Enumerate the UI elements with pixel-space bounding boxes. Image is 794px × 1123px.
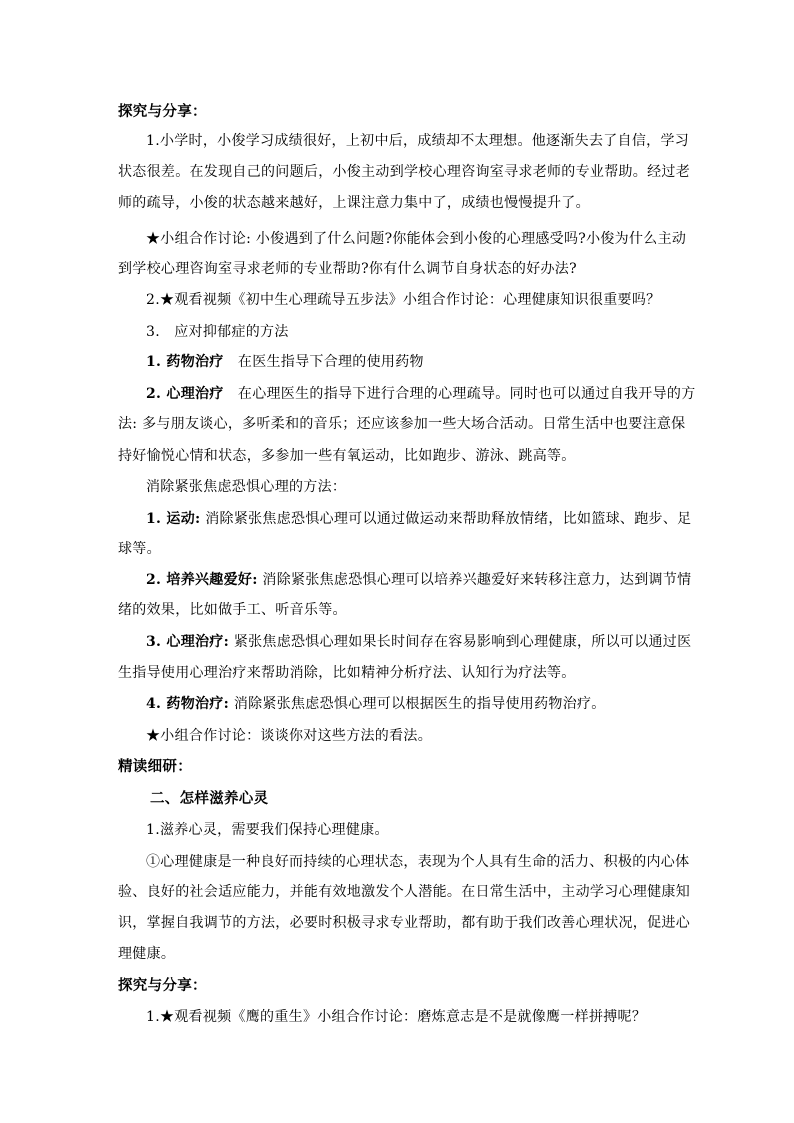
method-label: 2. 培养兴趣爱好: (146, 572, 258, 588)
method-label: 1. 运动: (146, 511, 201, 527)
paragraph-line: 1.★观看视频《鹰的重生》小组合作讨论：磨炼意志是不是就像鹰一样拼搏呢？ (146, 1009, 647, 1025)
method-text: 在心理医生的指导下进行合理的心理疏导。同时也可以通过自我开导的方 (223, 386, 696, 402)
method-label: 3. 心理治疗: (146, 634, 230, 650)
method-text: 紧张焦虑恐惧心理如果长时间存在容易影响到心理健康，所以可以通过医 (229, 634, 692, 650)
section-heading: 精读细研： (118, 758, 192, 775)
paragraph-line: 3. 应对抑郁症的方法 (146, 324, 289, 340)
paragraph-line: 理健康。 (118, 946, 176, 962)
method-label: 1. 药物治疗 (146, 354, 224, 370)
paragraph-line: ★小组合作讨论：谈谈你对这些方法的看法。 (146, 728, 432, 744)
paragraph-line: 1.小学时，小俊学习成绩很好，上初中后，成绩却不太理想。他逐渐失去了自信，学习 (146, 133, 690, 149)
paragraph-line: 持好愉悦心情和状态，多参加一些有氧运动，比如跑步、游泳、跳高等。 (118, 448, 576, 464)
paragraph-line: 状态很差。在发现自己的问题后，小俊主动到学校心理咨询室寻求老师的专业帮助。经过老 (118, 164, 690, 180)
paragraph-line: 法: 多与朋友谈心，多听柔和的音乐；还应该参加一些大场合活动。日常生活中也要注意保 (118, 416, 686, 432)
method-text: 消除紧张焦虑恐惧心理可以培养兴趣爱好来转移注意力，达到调节情 (257, 572, 692, 588)
method-line (146, 352, 424, 372)
method-label: 4. 药物治疗: (146, 696, 230, 712)
paragraph-line: 1.滋养心灵，需要我们保持心理健康。 (146, 822, 389, 838)
paragraph-line: 师的疏导，小俊的状态越来越好，上课注意力集中了，成绩也慢慢提升了。 (118, 195, 590, 211)
paragraph-line: 验、良好的社会适应能力，并能有效地激发个人潜能。在日常生活中，主动学习心理健康知 (118, 884, 690, 900)
method-line (146, 509, 691, 529)
method-line (146, 632, 691, 652)
method-text: 消除紧张焦虑恐惧心理可以根据医生的指导使用药物治疗。 (229, 696, 606, 712)
paragraph-line: 绪的效果，比如做手工、听音乐等。 (118, 602, 347, 618)
method-line (146, 694, 606, 714)
paragraph-line: 到学校心理咨询室寻求老师的专业帮助?你有什么调节自身状态的好办法? (118, 261, 577, 277)
paragraph-line: ★小组合作讨论: 小俊遇到了什么问题?你能体会到小俊的心理感受吗?小俊为什么主动 (146, 231, 687, 247)
paragraph-line: 消除紧张焦虑恐惧心理的方法： (146, 479, 347, 495)
paragraph-line: 2.★观看视频《初中生心理疏导五步法》小组合作讨论：心理健康知识很重要吗？ (146, 292, 661, 308)
subsection-heading: 二、怎样滋养心灵 (150, 790, 269, 807)
paragraph-line: 生指导使用心理治疗来帮助消除，比如精神分析疗法、认知行为疗法等。 (118, 665, 576, 681)
paragraph-line: 识，掌握自我调节的方法，必要时积极寻求专业帮助，都有助于我们改善心理状况，促进心 (118, 915, 690, 931)
method-text: 在医生指导下合理的使用药物 (223, 354, 424, 370)
method-line (146, 570, 691, 590)
paragraph-line: ①心理健康是一种良好而持续的心理状态，表现为个人具有生命的活力、积极的内心体 (146, 854, 690, 870)
section-heading: 探究与分享： (118, 103, 207, 120)
method-text: 消除紧张焦虑恐惧心理可以通过做运动来帮助释放情绪，比如篮球、跑步、足 (200, 511, 692, 527)
section-heading: 探究与分享： (118, 977, 207, 994)
method-label: 2. 心理治疗 (146, 386, 224, 402)
method-line (146, 384, 696, 404)
paragraph-line: 球等。 (118, 541, 161, 557)
